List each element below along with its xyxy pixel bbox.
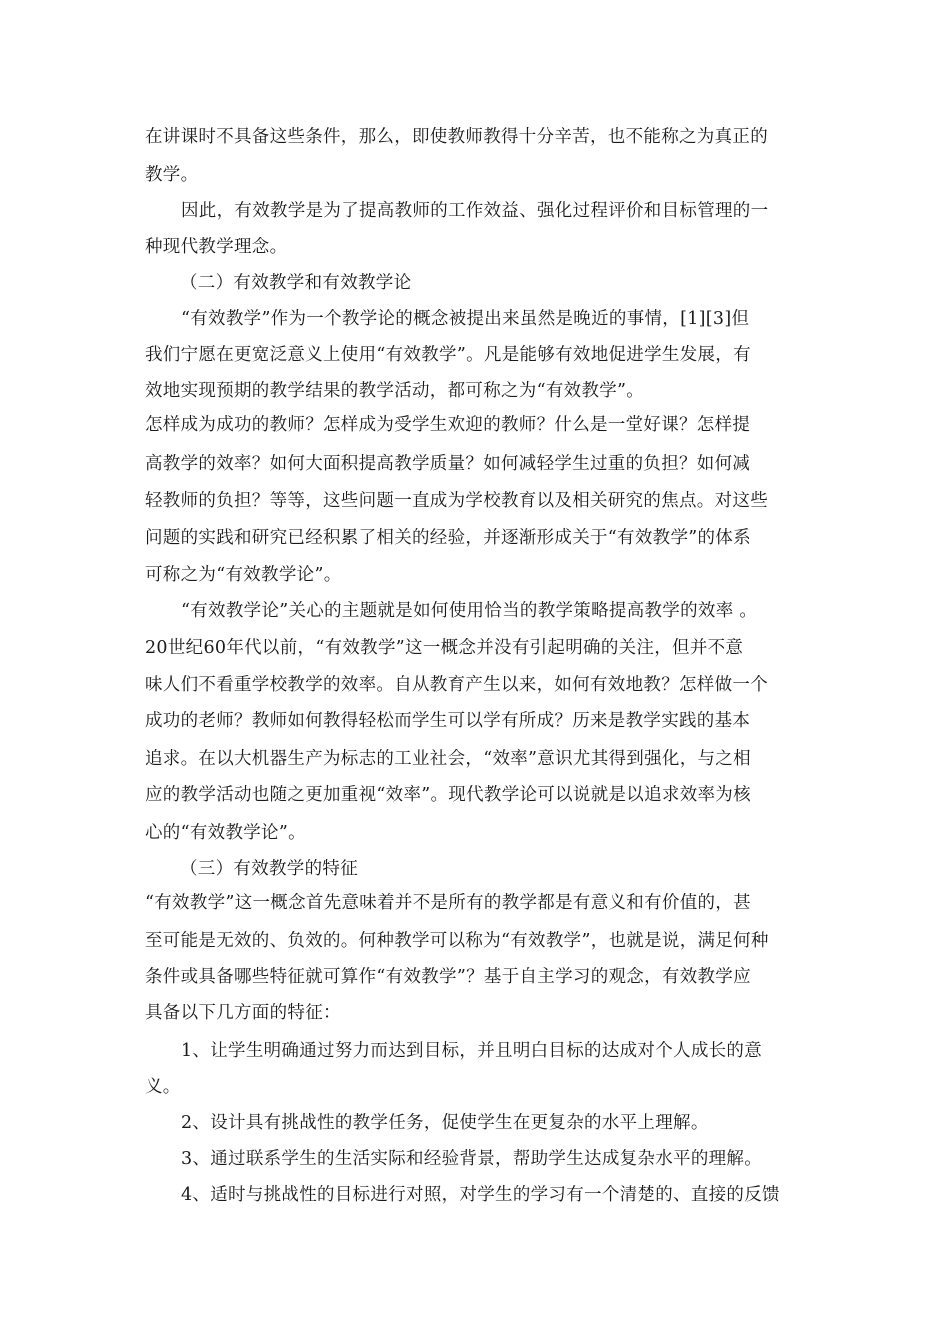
text-line: 在讲课时不具备这些条件，那么，即使教师教得十分辛苦，也不能称之为真正的 xyxy=(145,127,768,147)
text-line: 因此，有效教学是为了提高教师的工作效益、强化过程评价和目标管理的一 xyxy=(181,201,769,221)
text-line: 20世纪60年代以前，“有效教学”这一概念并没有引起明确的关注，但并不意 xyxy=(145,638,744,658)
text-line: 可称之为“有效教学论”。 xyxy=(145,565,342,585)
text-line: 义。 xyxy=(145,1077,181,1097)
text-line: 至可能是无效的、负效的。何种教学可以称为“有效教学”，也就是说，满足何种 xyxy=(145,931,769,951)
list-item: 2、设计具有挑战性的教学任务，促使学生在更复杂的水平上理解。 xyxy=(181,1113,709,1133)
text-line: “有效教学论”关心的主题就是如何使用恰当的教学策略提高教学的效率 。 xyxy=(181,601,758,621)
list-item: 3、通过联系学生的生活实际和经验背景，帮助学生达成复杂水平的理解。 xyxy=(181,1149,763,1169)
text-line: 教学。 xyxy=(145,165,199,185)
section-heading: （三）有效教学的特征 xyxy=(180,859,358,879)
text-line: 成功的老师？教师如何教得轻松而学生可以学有所成？历来是教学实践的基本 xyxy=(145,711,751,731)
text-line: 应的教学活动也随之更加重视“效率”。现代教学论可以说就是以追求效率为核 xyxy=(145,785,751,805)
list-item: 1、让学生明确通过努力而达到目标，并且明白目标的达成对个人成长的意 xyxy=(181,1041,763,1061)
text-line: 效地实现预期的教学结果的教学活动，都可称之为“有效教学”。 xyxy=(145,381,645,401)
text-line: “有效教学”这一概念首先意味着并不是所有的教学都是有意义和有价值的，甚 xyxy=(145,893,751,913)
list-item: 4、适时与挑战性的目标进行对照，对学生的学习有一个清楚的、直接的反馈 xyxy=(181,1185,780,1205)
section-heading: （二）有效教学和有效教学论 xyxy=(180,273,412,293)
text-line: 条件或具备哪些特征就可算作“有效教学”？基于自主学习的观念，有效教学应 xyxy=(145,967,751,987)
text-line: 具备以下几方面的特征： xyxy=(145,1003,341,1023)
text-line: 怎样成为成功的教师？怎样成为受学生欢迎的教师？什么是一堂好课？怎样提 xyxy=(145,415,751,435)
text-line: “有效教学”作为一个教学论的概念被提出来虽然是晚近的事情，[1][3]但 xyxy=(181,309,750,329)
text-line: 味人们不看重学校教学的效率。自从教育产生以来，如何有效地教？怎样做一个 xyxy=(145,675,768,695)
text-line: 种现代教学理念。 xyxy=(145,237,288,257)
text-line: 心的“有效教学论”。 xyxy=(145,823,306,843)
text-line: 追求。在以大机器生产为标志的工业社会，“效率”意识尤其得到强化，与之相 xyxy=(145,749,751,769)
text-line: 轻教师的负担？等等，这些问题一直成为学校教育以及相关研究的焦点。对这些 xyxy=(145,491,768,511)
text-line: 高教学的效率？如何大面积提高教学质量？如何减轻学生过重的负担？如何减 xyxy=(145,454,751,474)
text-line: 我们宁愿在更宽泛意义上使用“有效教学”。凡是能够有效地促进学生发展，有 xyxy=(145,345,751,365)
text-line: 问题的实践和研究已经积累了相关的经验，并逐渐形成关于“有效教学”的体系 xyxy=(145,528,751,548)
